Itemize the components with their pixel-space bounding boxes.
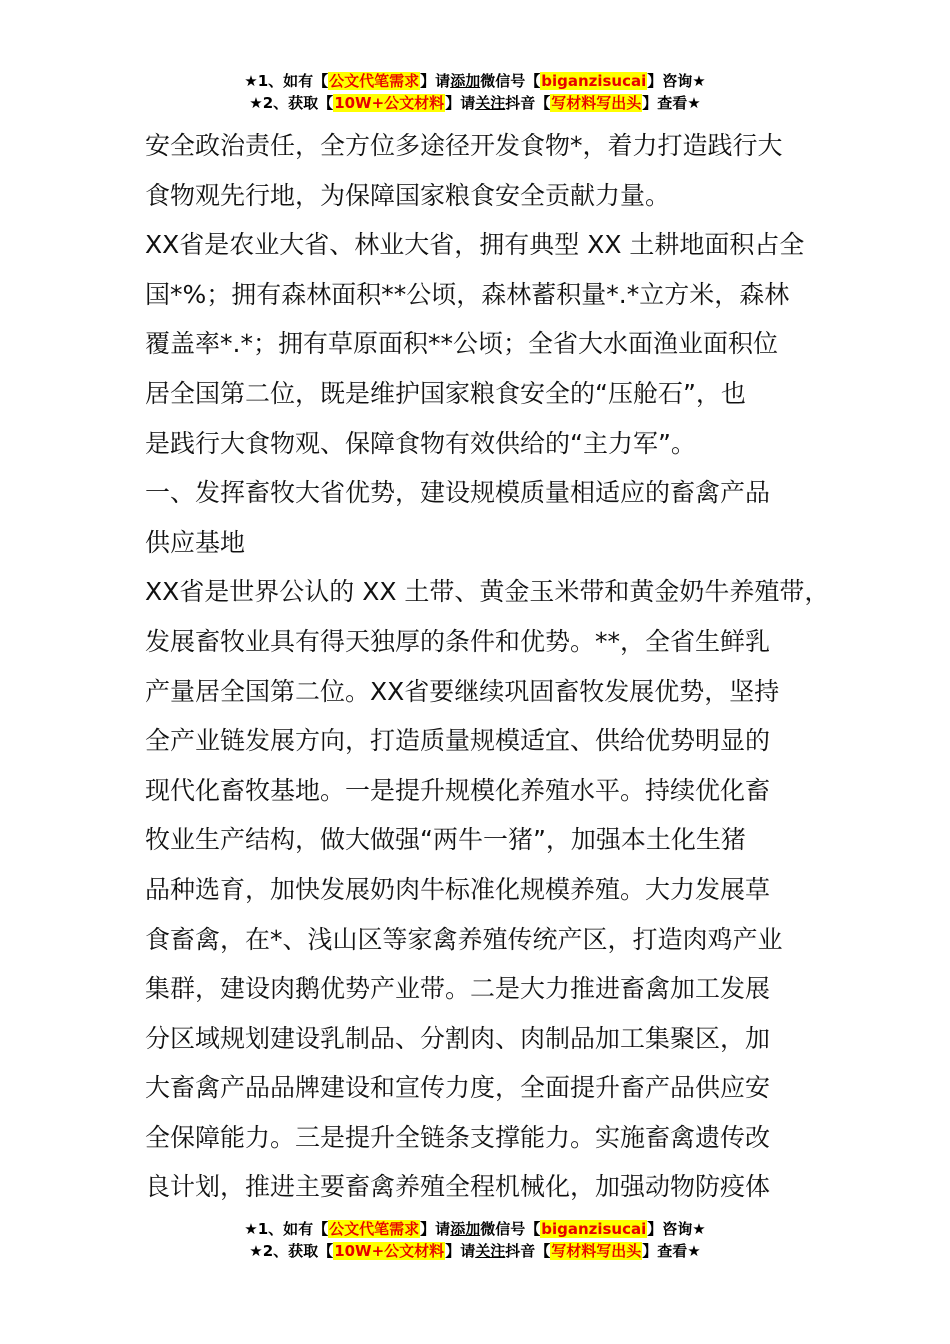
banner-highlight: biganzisucai <box>541 72 647 90</box>
banner-text: ★2、获取【 <box>249 1242 334 1260</box>
body-line: 产量居全国第二位。XX省要继续巩固畜牧发展优势，坚持 <box>145 676 780 706</box>
banner-text: 】请 <box>445 94 476 112</box>
body-line: XX省是农业大省、林业大省，拥有典型 XX 土耕地面积占全 <box>145 230 805 260</box>
banner-highlight: 10W+公文材料 <box>334 1242 445 1260</box>
banner-text: 微信号【 <box>480 72 541 90</box>
banner-line-2 <box>0 92 950 114</box>
banner-text: 】请 <box>420 72 451 90</box>
banner-text: ★1、如有【 <box>244 72 329 90</box>
footer-banner <box>0 1218 950 1262</box>
body-line: 牧业生产结构，做大做强“两牛一猪”，加强本土化生猪 <box>145 825 746 855</box>
banner-underlined-text: 关注 <box>475 94 506 112</box>
body-line: 现代化畜牧基地。一是提升规模化养殖水平。持续优化畜 <box>145 775 771 805</box>
banner-highlight: biganzisucai <box>541 1220 647 1238</box>
banner-highlight: 10W+公文材料 <box>334 94 445 112</box>
section-heading-line: 一、发挥畜牧大省优势，建设规模质量相适应的畜禽产品 <box>145 478 771 508</box>
body-line: 全保障能力。三是提升全链条支撑能力。实施畜禽遗传改 <box>145 1122 771 1152</box>
banner-text: 抖音【 <box>505 1242 551 1260</box>
body-line: 居全国第二位，既是维护国家粮食安全的“压舱石”，也 <box>145 378 746 408</box>
banner-line-2 <box>0 1240 950 1262</box>
document-body <box>145 121 835 1212</box>
banner-text: ★2、获取【 <box>249 94 334 112</box>
header-banner <box>0 70 950 114</box>
banner-highlight: 写材料写出头 <box>551 94 642 112</box>
body-line: 食物观先行地，为保障国家粮食安全贡献力量。 <box>145 180 671 210</box>
banner-highlight: 公文代笔需求 <box>329 72 420 90</box>
banner-text: 】查看★ <box>642 94 701 112</box>
banner-text: 】请 <box>420 1220 451 1238</box>
banner-underlined-text: 添加 <box>450 72 481 90</box>
body-line: 是践行大食物观、保障食物有效供给的“主力军”。 <box>145 428 696 458</box>
body-line: 品种选育，加快发展奶肉牛标准化规模养殖。大力发展草 <box>145 874 771 904</box>
body-line: 覆盖率*.*；拥有草原面积**公顷；全省大水面渔业面积位 <box>145 329 778 359</box>
body-line: 发展畜牧业具有得天独厚的条件和优势。**，全省生鲜乳 <box>145 626 771 656</box>
banner-text: 】咨询★ <box>647 72 706 90</box>
banner-highlight: 写材料写出头 <box>551 1242 642 1260</box>
banner-line-1 <box>0 1218 950 1240</box>
banner-text: 】请 <box>445 1242 476 1260</box>
body-line: 食畜禽，在*、浅山区等家禽养殖传统产区，打造肉鸡产业 <box>145 924 783 954</box>
banner-line-1 <box>0 70 950 92</box>
banner-text: 抖音【 <box>505 94 551 112</box>
banner-text: ★1、如有【 <box>244 1220 329 1238</box>
body-line: 全产业链发展方向，打造质量规模适宜、供给优势明显的 <box>145 726 771 756</box>
banner-underlined-text: 添加 <box>450 1220 481 1238</box>
section-heading-line: 供应基地 <box>145 527 246 557</box>
banner-highlight: 公文代笔需求 <box>329 1220 420 1238</box>
body-line: 大畜禽产品品牌建设和宣传力度，全面提升畜产品供应安 <box>145 1073 771 1103</box>
body-line: 安全政治责任，全方位多途径开发食物*，着力打造践行大 <box>145 131 783 160</box>
banner-text: 微信号【 <box>480 1220 541 1238</box>
body-line: 分区域规划建设乳制品、分割肉、肉制品加工集聚区，加 <box>145 1023 771 1053</box>
banner-text: 】咨询★ <box>647 1220 706 1238</box>
body-line: 集群，建设肉鹅优势产业带。二是大力推进畜禽加工发展 <box>145 974 771 1004</box>
body-line: XX省是世界公认的 XX 土带、黄金玉米带和黄金奶牛养殖带， <box>145 577 830 607</box>
banner-text: 】查看★ <box>642 1242 701 1260</box>
body-line: 良计划，推进主要畜禽养殖全程机械化，加强动物防疫体 <box>145 1172 771 1202</box>
banner-underlined-text: 关注 <box>475 1242 506 1260</box>
body-line: 国*%；拥有森林面积**公顷，森林蓄积量*.*立方米，森林 <box>145 279 790 309</box>
